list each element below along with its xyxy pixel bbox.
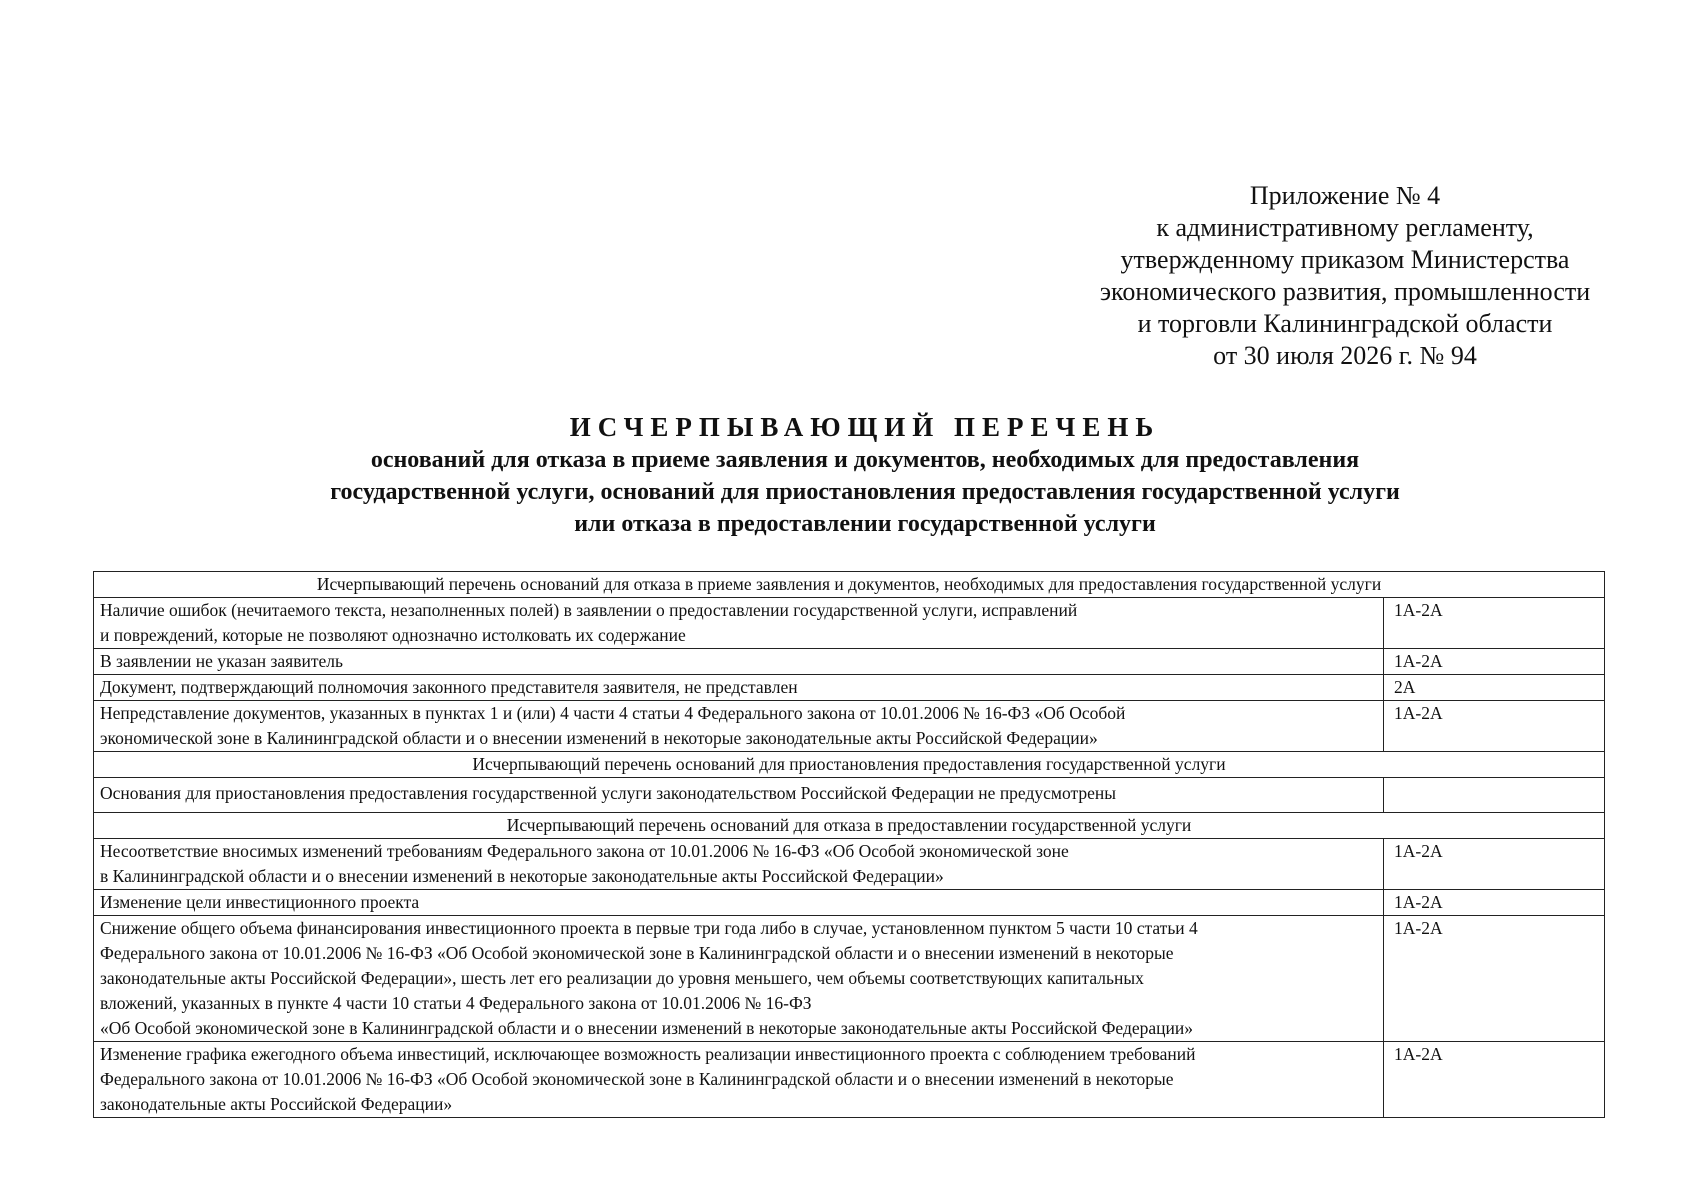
ground-text-line: Основания для приостановления предоставления государственной услуги законодательством Российской Федерации не предусмотрены: [100, 783, 1116, 803]
ground-text: [94, 675, 1384, 701]
ground-text-line: Снижение общего объема финансирования инвестиционного проекта в первые три года либо в случае, установленном пунктом 5 части 10 статьи 4: [100, 918, 1198, 938]
ground-text-line: законодательные акты Российской Федерации»: [100, 1094, 453, 1114]
annex-line: к административному регламенту,: [1156, 213, 1534, 242]
ground-text: [94, 1042, 1384, 1118]
ground-code: 2А: [1384, 675, 1605, 701]
ground-code: 1А-2А: [1384, 916, 1605, 1042]
ground-code: 1А-2А: [1384, 701, 1605, 752]
ground-text-line: Непредставление документов, указанных в пунктах 1 и (или) 4 части 4 статьи 4 Федерального закона от 10.01.2006 № 16-ФЗ «Об Особой: [100, 703, 1126, 723]
ground-text-line: Федерального закона от 10.01.2006 № 16-ФЗ «Об Особой экономической зоне в Калининградской области и о внесении изменений в некоторые: [100, 943, 1174, 963]
section-header-row: [94, 752, 1605, 778]
ground-text-line: «Об Особой экономической зоне в Калининградской области и о внесении изменений в некоторые законодательные акты Российской Федерации»: [100, 1018, 1194, 1038]
ground-text-line: вложений, указанных в пункте 4 части 10 статьи 4 Федерального закона от 10.01.2006 № 16-ФЗ: [100, 993, 812, 1013]
table-row: [94, 778, 1605, 813]
table-row: [94, 649, 1605, 675]
table-row: [94, 675, 1605, 701]
ground-code: 1А-2А: [1384, 1042, 1605, 1118]
ground-text: [94, 778, 1384, 813]
ground-text: [94, 890, 1384, 916]
annex-line: экономического развития, промышленности: [1099, 277, 1591, 306]
ground-code: 1А-2А: [1384, 649, 1605, 675]
table-row: [94, 598, 1605, 649]
ground-code: 1А-2А: [1384, 598, 1605, 649]
ground-code: 1А-2А: [1384, 839, 1605, 890]
section-header: Исчерпывающий перечень оснований для отказа в приеме заявления и документов, необходимых для предоставления государственной услуги: [94, 572, 1605, 598]
document-title: ИСЧЕРПЫВАЮЩИЙ ПЕРЕЧЕНЬ: [569, 412, 1161, 442]
ground-code: [1384, 778, 1605, 813]
ground-text: [94, 701, 1384, 752]
grounds-table: [93, 571, 1605, 1118]
ground-text-line: Федерального закона от 10.01.2006 № 16-ФЗ «Об Особой экономической зоне в Калининградской области и о внесении изменений в некоторые: [100, 1069, 1174, 1089]
ground-text-line: и повреждений, которые не позволяют однозначно истолковать их содержание: [100, 625, 686, 645]
section-header-row: [94, 813, 1605, 839]
section-header: Исчерпывающий перечень оснований для отказа в предоставлении государственной услуги: [94, 813, 1605, 839]
annex-header: [1050, 180, 1640, 372]
annex-line: Приложение № 4: [1249, 181, 1441, 210]
annex-line: и торговли Калининградской области: [1137, 309, 1553, 338]
table-row: [94, 890, 1605, 916]
ground-text-line: В заявлении не указан заявитель: [100, 651, 343, 671]
section-header: Исчерпывающий перечень оснований для приостановления предоставления государственной услуги: [94, 752, 1605, 778]
table-row: [94, 916, 1605, 1042]
section-header-row: [94, 572, 1605, 598]
ground-code: 1А-2А: [1384, 890, 1605, 916]
ground-text-line: Документ, подтверждающий полномочия законного представителя заявителя, не представлен: [100, 677, 798, 697]
table-row: [94, 1042, 1605, 1118]
annex-line: утвержденному приказом Министерства: [1120, 245, 1570, 274]
subtitle-line: или отказа в предоставлении государственной услуги: [574, 511, 1156, 537]
table-row: [94, 839, 1605, 890]
ground-text-line: Наличие ошибок (нечитаемого текста, незаполненных полей) в заявлении о предоставлении государственной услуги, исправлений: [100, 600, 1078, 620]
document-subtitle: [100, 444, 1630, 540]
ground-text-line: Несоответствие вносимых изменений требованиям Федерального закона от 10.01.2006 № 16-ФЗ «Об Особой экономической зоне: [100, 841, 1069, 861]
subtitle-line: оснований для отказа в приеме заявления и документов, необходимых для предоставления: [370, 447, 1360, 473]
ground-text-line: экономической зоне в Калининградской области и о внесении изменений в некоторые законодательные акты Российской Федерации»: [100, 728, 1098, 748]
ground-text-line: Изменение цели инвестиционного проекта: [100, 892, 420, 912]
ground-text: [94, 916, 1384, 1042]
table-row: [94, 701, 1605, 752]
subtitle-line: государственной услуги, оснований для приостановления предоставления государственной услуги: [330, 479, 1400, 505]
ground-text-line: Изменение графика ежегодного объема инвестиций, исключающее возможность реализации инвестиционного проекта с соблюдением требований: [100, 1044, 1196, 1064]
ground-text-line: в Калининградской области и о внесении изменений в некоторые законодательные акты Российской Федерации»: [100, 866, 944, 886]
annex-line: от 30 июля 2026 г. № 94: [1213, 341, 1477, 370]
ground-text: [94, 598, 1384, 649]
document-heading: [100, 410, 1630, 540]
ground-text: [94, 649, 1384, 675]
ground-text: [94, 839, 1384, 890]
ground-text-line: законодательные акты Российской Федерации», шесть лет его реализации до уровня меньшего, чем объемы соответствующих капитальных: [100, 968, 1144, 988]
